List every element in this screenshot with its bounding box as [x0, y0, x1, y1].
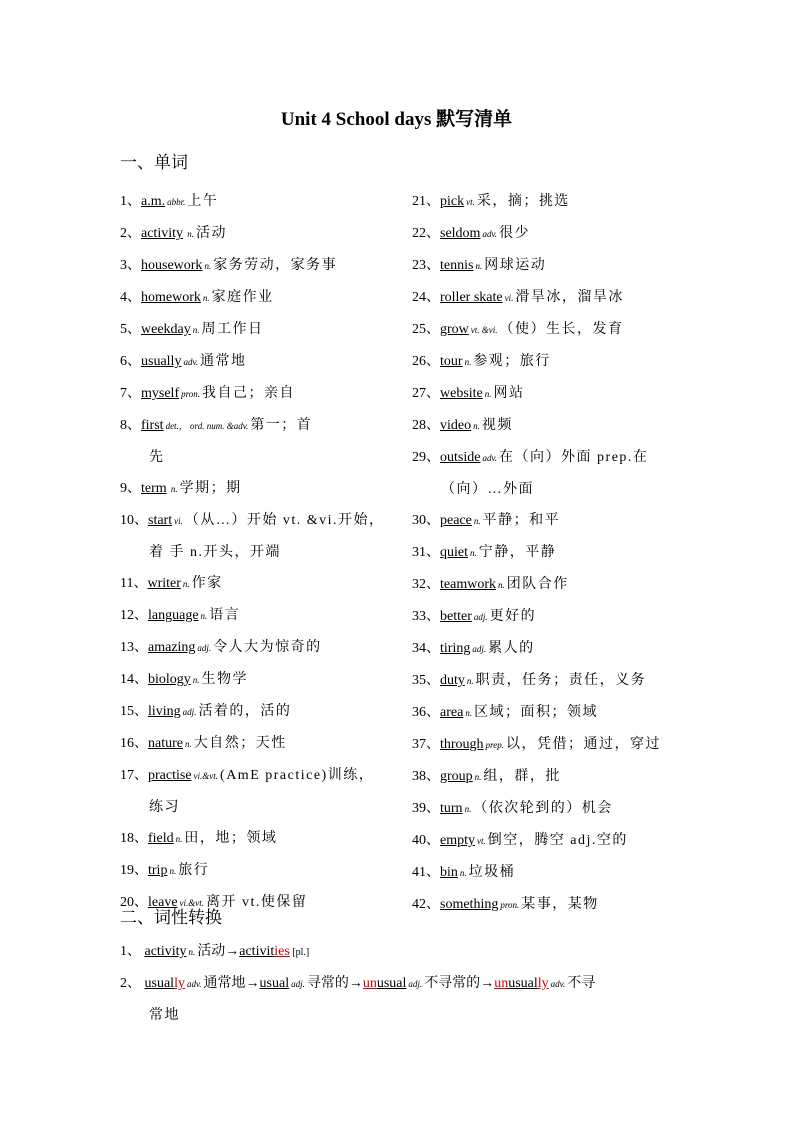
- part-of-speech: n.: [470, 548, 477, 558]
- part-of-speech: adj.: [408, 979, 423, 989]
- conversion-item-1: [120, 936, 680, 968]
- entry-continuation: 着 手 n.开头，开端: [149, 545, 281, 560]
- part-of-speech: vi.&vt.: [179, 898, 205, 908]
- item-number: 15、: [120, 704, 148, 719]
- word-entry: [412, 186, 677, 218]
- part-of-speech: adv.: [550, 979, 566, 989]
- part-of-speech: n.: [184, 739, 192, 749]
- part-of-speech: adv.: [186, 979, 202, 989]
- chinese-meaning: 作家: [191, 576, 223, 591]
- english-word: seldom: [440, 226, 481, 241]
- english-word: tennis: [440, 258, 474, 273]
- chinese-meaning: 网站: [493, 386, 525, 401]
- english-word: through: [440, 737, 484, 752]
- chinese-meaning: 职责，任务；责任，义务: [475, 673, 647, 688]
- chinese-meaning: 视频: [481, 418, 513, 433]
- chinese-meaning: 活动: [196, 226, 227, 241]
- english-word: group: [440, 769, 473, 784]
- part-of-speech: n.: [169, 866, 177, 876]
- english-word: writer: [147, 576, 181, 591]
- word-prefix: un: [362, 976, 377, 991]
- chinese-meaning: 垃圾桶: [468, 865, 516, 880]
- entry-continuation: 练习: [149, 800, 180, 815]
- item-number: 38、: [412, 769, 440, 784]
- part-of-speech: n.: [192, 325, 200, 335]
- plural-tag: [pl.]: [289, 947, 310, 958]
- item-number: 27、: [412, 386, 440, 401]
- part-of-speech: vt. &vi.: [470, 325, 498, 335]
- chinese-meaning: 累人的: [488, 641, 535, 656]
- item-number: 7、: [120, 386, 141, 401]
- chinese-meaning: 平静；和平: [482, 513, 561, 528]
- chinese-meaning: 更好的: [489, 609, 537, 624]
- item-number: 29、: [412, 450, 440, 465]
- english-word: roller skate: [440, 290, 503, 305]
- item-number: 19、: [120, 863, 148, 878]
- english-word: website: [440, 386, 483, 401]
- english-word: tour: [440, 354, 463, 369]
- chinese-meaning: 周工作日: [201, 322, 264, 337]
- word: activity: [144, 944, 187, 959]
- word-entry: [412, 697, 677, 729]
- english-word: field: [148, 831, 174, 846]
- part-of-speech: pron.: [181, 389, 201, 399]
- word-entry: [412, 761, 677, 793]
- item-number: 35、: [412, 673, 440, 688]
- word-entry: [120, 378, 392, 410]
- item-number: 36、: [412, 705, 440, 720]
- item-number: 41、: [412, 865, 440, 880]
- part-of-speech: n.: [188, 947, 196, 957]
- chinese-meaning: 宁静，平静: [478, 545, 557, 560]
- word-entry: [412, 346, 677, 378]
- chinese-meaning: 我自己；亲自: [202, 386, 296, 401]
- english-word: peace: [440, 513, 472, 528]
- english-word: duty: [440, 673, 465, 688]
- word-entry: [120, 760, 392, 792]
- word-entry: [412, 282, 677, 314]
- chinese-meaning: 上午: [187, 194, 219, 209]
- english-word: activity: [141, 226, 183, 241]
- word-entry: [120, 696, 392, 728]
- item-number: 34、: [412, 641, 440, 656]
- english-word: term: [141, 481, 167, 496]
- chinese-meaning: (AmE practice)训练，: [220, 768, 375, 783]
- word-entry: [412, 314, 677, 346]
- item-number: 37、: [412, 737, 440, 752]
- item-number: 8、: [120, 418, 141, 433]
- chinese-meaning: 学期；期: [179, 481, 242, 496]
- english-word: living: [148, 704, 181, 719]
- item-number: 33、: [412, 609, 440, 624]
- chinese-meaning: 很少: [499, 226, 531, 241]
- part-of-speech: n.: [204, 261, 212, 271]
- meaning: 寻常的→: [306, 976, 363, 991]
- item-number: 12、: [120, 608, 148, 623]
- meaning: 活动→: [197, 944, 240, 959]
- entry-continuation: （向）…外面: [441, 482, 534, 497]
- chinese-meaning: （依次轮到的）机会: [473, 801, 613, 816]
- word-entry: [412, 378, 677, 410]
- word-entry: [120, 568, 392, 600]
- item-number: 20、: [120, 895, 148, 910]
- chinese-meaning: 大自然；天性: [193, 736, 287, 751]
- word: usual: [259, 976, 290, 991]
- word-entry: [120, 632, 392, 664]
- word-entry: [120, 346, 392, 378]
- word-stem: usual: [376, 976, 407, 991]
- english-word: trip: [148, 863, 168, 878]
- item-number: 17、: [120, 768, 148, 783]
- english-word: grow: [440, 322, 469, 337]
- word-entry: [120, 600, 392, 632]
- chinese-meaning: 活着的，活的: [198, 704, 292, 719]
- part-of-speech: n.: [464, 804, 472, 814]
- part-of-speech: vi.: [174, 516, 183, 526]
- item-number: 30、: [412, 513, 440, 528]
- part-of-speech: n.: [466, 676, 474, 686]
- conversion-item-2-continued: 常地: [149, 1008, 180, 1023]
- word-entry: [412, 793, 677, 825]
- meaning: 不寻: [567, 976, 596, 991]
- chinese-meaning: 语言: [209, 608, 241, 623]
- part-of-speech: n.: [465, 708, 473, 718]
- part-of-speech: det.， ord. num. &adv.: [165, 421, 249, 431]
- word-entry: [412, 729, 677, 761]
- part-of-speech: adj.: [197, 643, 212, 653]
- part-of-speech: n.: [168, 484, 178, 494]
- item-number: 23、: [412, 258, 440, 273]
- english-word: leave: [148, 895, 178, 910]
- chinese-meaning: （使）生长，发育: [499, 322, 624, 337]
- chinese-meaning: 旅行: [178, 863, 210, 878]
- chinese-meaning: 家务劳动，家务事: [213, 258, 338, 273]
- word-entry: [120, 505, 392, 537]
- part-of-speech: n.: [202, 293, 210, 303]
- chinese-meaning: 第一；首: [250, 418, 313, 433]
- item-number: 2、: [120, 976, 145, 991]
- part-of-speech: adj.: [182, 707, 197, 717]
- part-of-speech: n.: [474, 772, 482, 782]
- english-word: empty: [440, 833, 475, 848]
- english-word: something: [440, 897, 499, 912]
- word-entry: [120, 410, 392, 442]
- word-entry: [120, 314, 392, 346]
- chinese-meaning: 在（向）外面 prep.在: [499, 450, 649, 465]
- part-of-speech: adj.: [472, 644, 487, 654]
- item-number: 26、: [412, 354, 440, 369]
- item-number: 9、: [120, 481, 141, 496]
- chinese-meaning: 以，凭借；通过，穿过: [505, 737, 661, 752]
- word-entry: [412, 665, 677, 697]
- item-number: 25、: [412, 322, 440, 337]
- part-of-speech: n.: [484, 389, 492, 399]
- part-of-speech: adv.: [183, 357, 199, 367]
- item-number: 13、: [120, 640, 148, 655]
- chinese-meaning: 网球运动: [484, 258, 547, 273]
- english-word: amazing: [148, 640, 196, 655]
- item-number: 21、: [412, 194, 440, 209]
- word-entry: [412, 410, 677, 442]
- item-number: 5、: [120, 322, 141, 337]
- english-word: tiring: [440, 641, 471, 656]
- item-number: 39、: [412, 801, 440, 816]
- english-word: practise: [148, 768, 192, 783]
- english-word: better: [440, 609, 472, 624]
- word-entry: [120, 855, 392, 887]
- item-number: 2、: [120, 226, 141, 241]
- chinese-meaning: 组，群，批: [483, 769, 561, 784]
- part-of-speech: vi.&vt.: [193, 771, 219, 781]
- english-word: weekday: [141, 322, 191, 337]
- item-number: 24、: [412, 290, 440, 305]
- part-of-speech: adv.: [482, 229, 498, 239]
- part-of-speech: pron.: [500, 900, 520, 910]
- word-entry: [120, 186, 392, 218]
- part-of-speech: vt.: [477, 836, 486, 846]
- item-number: 4、: [120, 290, 141, 305]
- english-word: nature: [148, 736, 183, 751]
- word-entry: [120, 728, 392, 760]
- word-stem: activit: [239, 944, 275, 959]
- part-of-speech: n.: [192, 675, 200, 685]
- chinese-meaning: 团队合作: [506, 577, 569, 592]
- word-suffix: ly: [174, 976, 185, 991]
- part-of-speech: n.: [185, 229, 194, 239]
- part-of-speech: n.: [200, 611, 208, 621]
- word-entry: [412, 537, 677, 569]
- english-word: usually: [141, 354, 182, 369]
- english-word: a.m.: [141, 194, 166, 209]
- item-number: 16、: [120, 736, 148, 751]
- english-word: video: [440, 418, 472, 433]
- chinese-meaning: 参观；旅行: [473, 354, 551, 369]
- part-of-speech: n.: [175, 834, 183, 844]
- english-word: homework: [141, 290, 201, 305]
- english-word: myself: [141, 386, 180, 401]
- conversion-item-2: [120, 968, 680, 1000]
- word-suffix: ly: [537, 976, 549, 991]
- chinese-meaning: 采，摘；挑选: [476, 194, 570, 209]
- word-entry: [412, 601, 677, 633]
- part-of-speech: n.: [182, 579, 190, 589]
- word-entry: [120, 664, 392, 696]
- conversion-list: [120, 936, 680, 1031]
- english-word: bin: [440, 865, 458, 880]
- word-entry: [412, 218, 677, 250]
- english-word: pick: [440, 194, 465, 209]
- english-word: area: [440, 705, 464, 720]
- word-entry: [412, 889, 677, 921]
- word-entry: [412, 442, 677, 474]
- item-number: 42、: [412, 897, 440, 912]
- word-entry: [120, 250, 392, 282]
- english-word: language: [148, 608, 199, 623]
- meaning: 不寻常的→: [424, 976, 495, 991]
- entry-continuation: 先: [149, 450, 165, 465]
- chinese-meaning: 家庭作业: [211, 290, 274, 305]
- chinese-meaning: 离开 vt.使保留: [206, 895, 308, 910]
- item-number: 10、: [120, 513, 148, 528]
- chinese-meaning: 田，地；领域: [184, 831, 278, 846]
- english-word: outside: [440, 450, 481, 465]
- part-of-speech: n.: [459, 868, 467, 878]
- section-heading-conversion: 二、词性转换: [120, 908, 222, 927]
- word-list-right: [412, 186, 677, 921]
- part-of-speech: abbr.: [167, 197, 186, 207]
- chinese-meaning: 区域；面积；领域: [474, 705, 599, 720]
- english-word: teamwork: [440, 577, 496, 592]
- part-of-speech: prep.: [485, 740, 504, 750]
- word-entry: [120, 473, 392, 505]
- item-number: 3、: [120, 258, 141, 273]
- item-number: 18、: [120, 831, 148, 846]
- word-entry: [412, 250, 677, 282]
- word-entry: [412, 825, 677, 857]
- chinese-meaning: 某事，某物: [521, 897, 599, 912]
- word-entry: [412, 857, 677, 889]
- item-number: 40、: [412, 833, 440, 848]
- word-entry: [412, 633, 677, 665]
- item-number: 14、: [120, 672, 148, 687]
- item-number: 1、: [120, 944, 145, 959]
- chinese-meaning: 滑旱冰，溜旱冰: [515, 290, 624, 305]
- word-entry: [120, 823, 392, 855]
- word-stem: usual: [508, 976, 538, 991]
- word-suffix: ies: [274, 944, 290, 959]
- item-number: 11、: [120, 576, 148, 591]
- word-prefix: un: [494, 976, 509, 991]
- part-of-speech: vt.: [466, 197, 475, 207]
- word-entry: [412, 505, 677, 537]
- english-word: housework: [141, 258, 203, 273]
- part-of-speech: adv.: [482, 453, 498, 463]
- word-entry: [120, 218, 392, 250]
- word-entry: [120, 282, 392, 314]
- word-entry: [412, 569, 677, 601]
- english-word: start: [148, 513, 173, 528]
- part-of-speech: n.: [475, 261, 483, 271]
- english-word: biology: [148, 672, 191, 687]
- meaning: 通常地→: [203, 976, 260, 991]
- item-number: 6、: [120, 354, 141, 369]
- chinese-meaning: （从…）开始 vt. &vi.开始，: [184, 513, 385, 528]
- chinese-meaning: 生物学: [201, 672, 249, 687]
- chinese-meaning: 倒空，腾空 adj.空的: [487, 833, 628, 848]
- part-of-speech: n.: [473, 421, 480, 431]
- part-of-speech: n.: [497, 580, 505, 590]
- item-number: 31、: [412, 545, 440, 560]
- item-number: 22、: [412, 226, 440, 241]
- word-list-left: [120, 186, 392, 919]
- part-of-speech: n.: [464, 357, 472, 367]
- part-of-speech: adj.: [473, 612, 488, 622]
- part-of-speech: n.: [473, 516, 481, 526]
- part-of-speech: vi.: [504, 293, 514, 303]
- page-title: Unit 4 School days 默写清单: [280, 109, 513, 130]
- english-word: turn: [440, 801, 463, 816]
- english-word: first: [141, 418, 164, 433]
- section-heading-words: 一、单词: [120, 153, 188, 172]
- item-number: 32、: [412, 577, 440, 592]
- chinese-meaning: 通常地: [200, 354, 247, 369]
- item-number: 28、: [412, 418, 440, 433]
- item-number: 1、: [120, 194, 141, 209]
- chinese-meaning: 令人大为惊奇的: [213, 640, 322, 655]
- english-word: quiet: [440, 545, 468, 560]
- part-of-speech: adj.: [291, 979, 305, 989]
- word-stem: usual: [144, 976, 175, 991]
